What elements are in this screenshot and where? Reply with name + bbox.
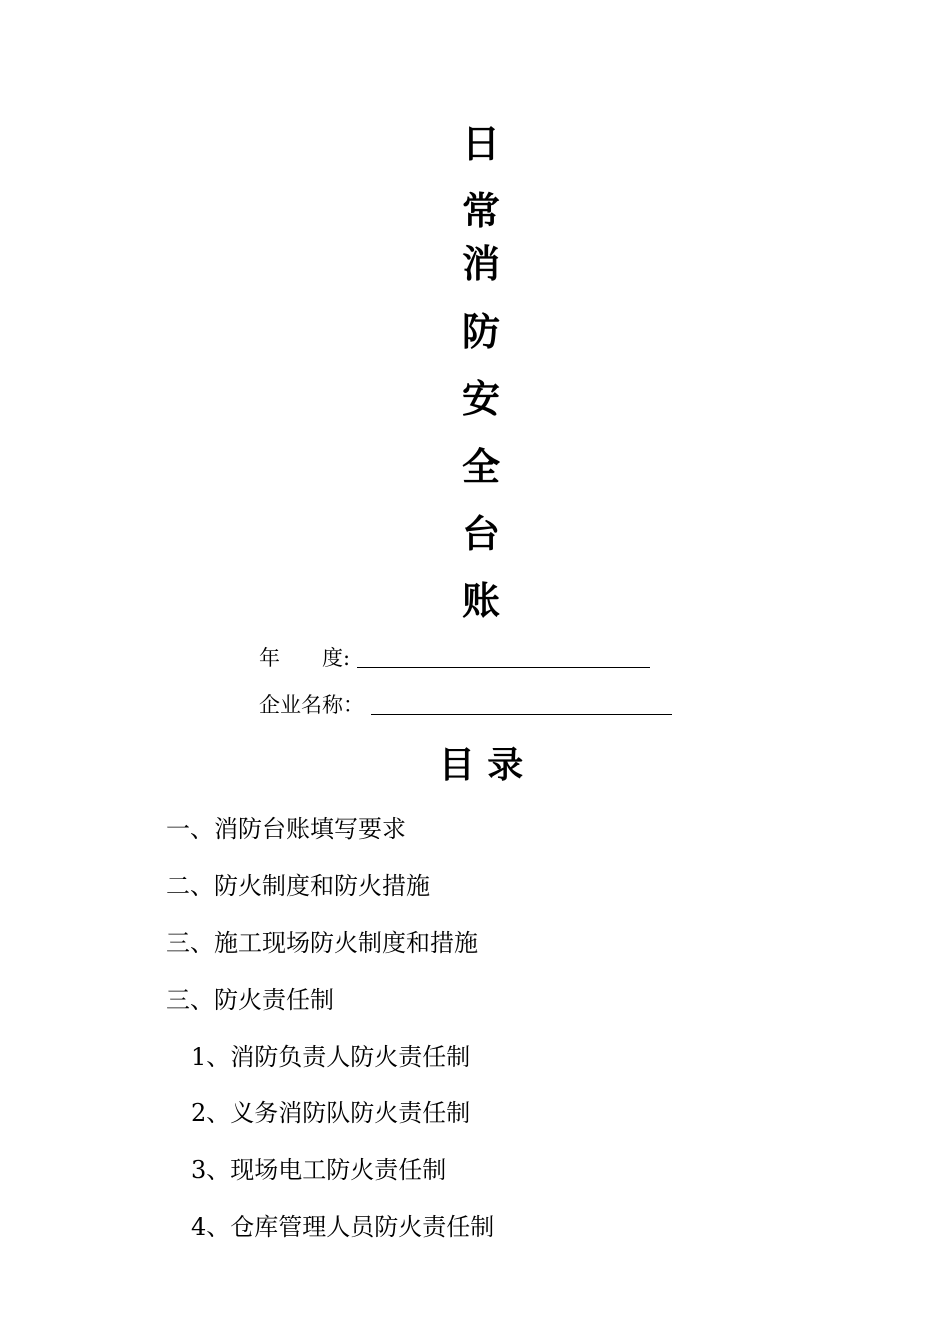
title-char: 防: [461, 310, 501, 354]
title-char: 常: [461, 189, 501, 233]
title-char: 账: [461, 579, 501, 623]
company-name-label: 企业名称：: [259, 693, 364, 717]
title-char: 日: [461, 122, 501, 166]
toc-heading: 目 录: [438, 745, 524, 786]
title-char: 台: [461, 512, 501, 556]
toc-item: 一、消防台账填写要求: [166, 815, 406, 843]
year-label: 年 度:: [259, 646, 351, 670]
toc-subitem: 1、消防负责人防火责任制: [191, 1043, 471, 1071]
year-blank-line[interactable]: [357, 667, 650, 668]
toc-item: 二、防火制度和防火措施: [166, 872, 430, 900]
toc-subitem: 3、现场电工防火责任制: [191, 1156, 447, 1184]
title-char: 消: [461, 242, 501, 286]
toc-item: 三、防火责任制: [166, 986, 334, 1014]
toc-subitem: 2、义务消防队防火责任制: [191, 1099, 471, 1127]
toc-item: 三、施工现场防火制度和措施: [166, 929, 478, 957]
title-char: 全: [461, 445, 501, 489]
toc-subitem: 4、仓库管理人员防火责任制: [191, 1213, 495, 1241]
company-name-blank-line[interactable]: [371, 714, 672, 715]
title-char: 安: [461, 377, 501, 421]
